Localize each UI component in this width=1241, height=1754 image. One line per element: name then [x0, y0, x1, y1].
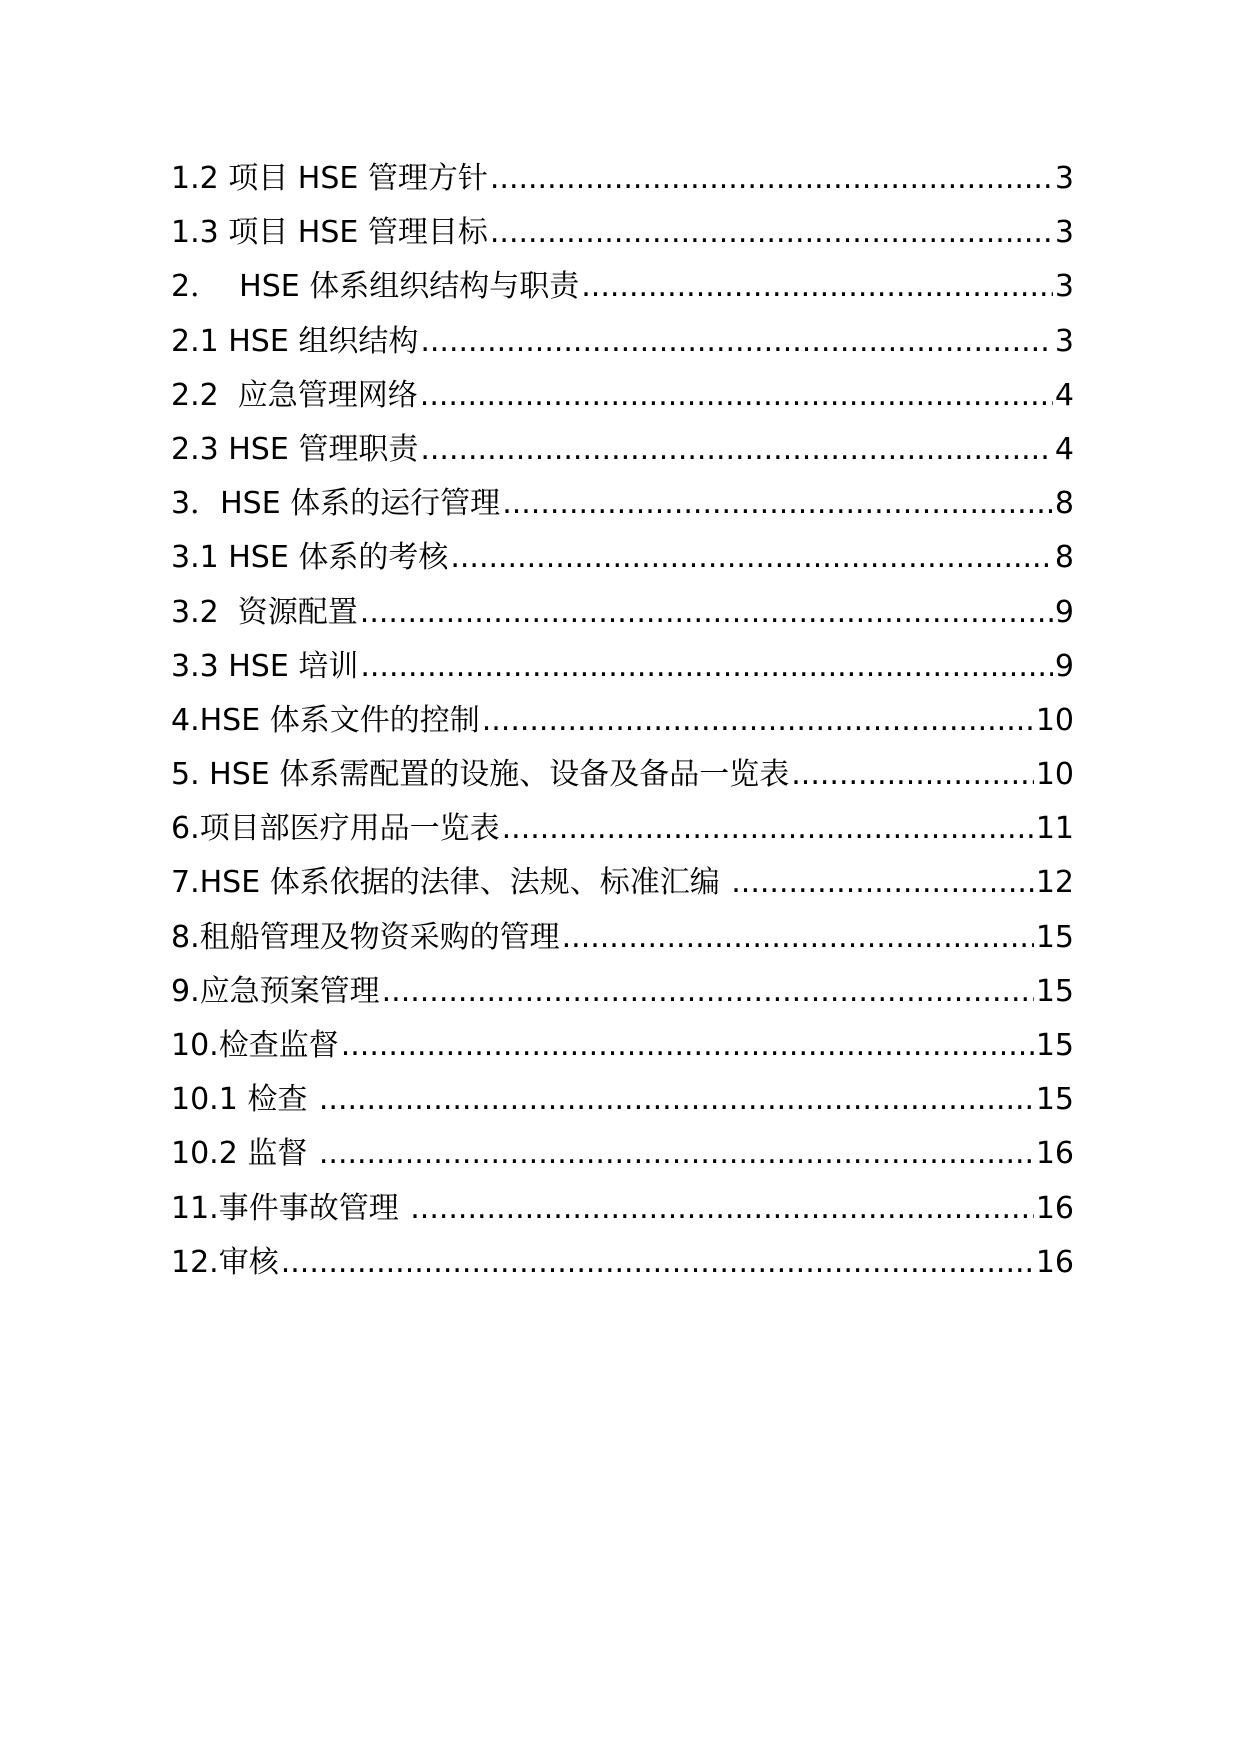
toc-dot-leader	[562, 911, 1034, 965]
toc-entry-title: 5. HSE 体系需配置的设施、设备及备品一览表	[171, 757, 790, 793]
toc-dot-leader	[502, 802, 1034, 856]
toc-entry-title: 12.审核	[171, 1244, 279, 1280]
toc-entry-page: 16	[1035, 1190, 1074, 1226]
toc-dot-leader	[319, 1073, 1034, 1127]
toc-entry-page: 3	[1054, 323, 1074, 359]
toc-entry-page: 11	[1035, 811, 1074, 847]
toc-entry[interactable]	[171, 856, 1074, 910]
toc-dot-leader	[410, 1182, 1034, 1236]
toc-dot-leader	[420, 423, 1053, 477]
toc-dot-leader	[502, 477, 1053, 531]
toc-dot-leader	[450, 531, 1053, 585]
toc-entry[interactable]	[171, 640, 1074, 694]
toc-entry-page: 10	[1035, 702, 1074, 738]
toc-entry-title: 2.3 HSE 管理职责	[171, 431, 419, 467]
toc-entry[interactable]	[171, 748, 1074, 802]
toc-entry-title: 2． HSE 体系组织结构与职责	[171, 269, 580, 305]
toc-entry[interactable]	[171, 1182, 1074, 1236]
toc-entry-title: 3.3 HSE 培训	[171, 648, 359, 684]
toc-entry-page: 15	[1035, 1028, 1074, 1063]
toc-entry[interactable]	[171, 206, 1074, 260]
toc-entry[interactable]	[171, 423, 1074, 477]
toc-entry-title: 2.2 应急管理网络	[171, 377, 418, 413]
toc-dot-leader	[581, 260, 1053, 314]
toc-dot-leader	[382, 965, 1034, 1019]
toc-entry[interactable]	[171, 315, 1074, 369]
toc-entry[interactable]	[171, 369, 1074, 423]
toc-entry[interactable]	[171, 802, 1074, 856]
toc-dot-leader	[482, 694, 1034, 748]
table-of-contents	[171, 152, 1074, 1290]
toc-entry[interactable]	[171, 152, 1074, 206]
toc-entry-page: 8	[1054, 540, 1074, 576]
toc-entry-page: 3	[1054, 215, 1074, 251]
toc-entry-page: 16	[1035, 1136, 1074, 1172]
toc-entry-page: 4	[1054, 377, 1074, 413]
toc-entry-title: 2.1 HSE 组织结构	[171, 323, 419, 359]
toc-dot-leader	[341, 1019, 1034, 1073]
toc-entry-title: 7.HSE 体系依据的法律、法规、标准汇编	[171, 865, 730, 901]
toc-entry-title: 3.1 HSE 体系的考核	[171, 540, 449, 576]
toc-entry-page: 10	[1035, 757, 1074, 793]
toc-entry[interactable]	[171, 586, 1074, 640]
toc-entry[interactable]	[171, 477, 1074, 531]
toc-entry-title: 3．HSE 体系的运行管理	[171, 486, 501, 522]
toc-entry-title: 8.租船管理及物资采购的管理	[171, 919, 560, 955]
toc-entry-page: 9	[1054, 594, 1074, 630]
toc-entry[interactable]	[171, 965, 1074, 1019]
toc-entry[interactable]	[171, 694, 1074, 748]
toc-dot-leader	[360, 640, 1053, 694]
toc-dot-leader	[490, 206, 1053, 260]
toc-dot-leader	[319, 1127, 1034, 1181]
toc-entry-title: 4.HSE 体系文件的控制	[171, 702, 480, 738]
toc-entry-page: 16	[1035, 1244, 1074, 1280]
toc-entry-page: 15	[1035, 973, 1074, 1009]
toc-entry-title: 9.应急预案管理	[171, 973, 380, 1009]
toc-dot-leader	[420, 369, 1053, 423]
toc-entry-page: 15	[1035, 1082, 1074, 1118]
toc-entry[interactable]	[171, 911, 1074, 965]
toc-entry-title: 10.1 检查	[171, 1082, 317, 1118]
toc-entry-title: 11.事件事故管理	[171, 1190, 409, 1226]
toc-dot-leader	[420, 315, 1053, 369]
toc-entry-page: 9	[1054, 648, 1074, 684]
toc-entry-page: 12	[1035, 865, 1074, 901]
toc-dot-leader	[490, 152, 1053, 206]
toc-entry-title: 1.2 项目 HSE 管理方针	[171, 161, 488, 196]
toc-entry[interactable]	[171, 1127, 1074, 1181]
toc-entry[interactable]	[171, 531, 1074, 585]
toc-entry[interactable]	[171, 1019, 1074, 1073]
toc-entry-page: 8	[1054, 486, 1074, 522]
toc-entry[interactable]	[171, 1073, 1074, 1127]
toc-entry-title: 6.项目部医疗用品一览表	[171, 811, 500, 847]
toc-entry[interactable]	[171, 260, 1074, 314]
toc-dot-leader	[791, 748, 1034, 802]
toc-dot-leader	[731, 856, 1034, 910]
toc-dot-leader	[281, 1236, 1034, 1290]
toc-entry[interactable]	[171, 1236, 1074, 1290]
toc-entry-page: 4	[1054, 431, 1074, 467]
toc-entry-title: 10.检查监督	[171, 1028, 339, 1063]
toc-entry-title: 1.3 项目 HSE 管理目标	[171, 215, 488, 251]
toc-entry-page: 3	[1054, 161, 1074, 196]
toc-entry-page: 3	[1054, 269, 1074, 305]
toc-entry-title: 10.2 监督	[171, 1136, 317, 1172]
toc-entry-page: 15	[1035, 919, 1074, 955]
toc-entry-title: 3.2 资源配置	[171, 594, 358, 630]
toc-dot-leader	[360, 586, 1053, 640]
